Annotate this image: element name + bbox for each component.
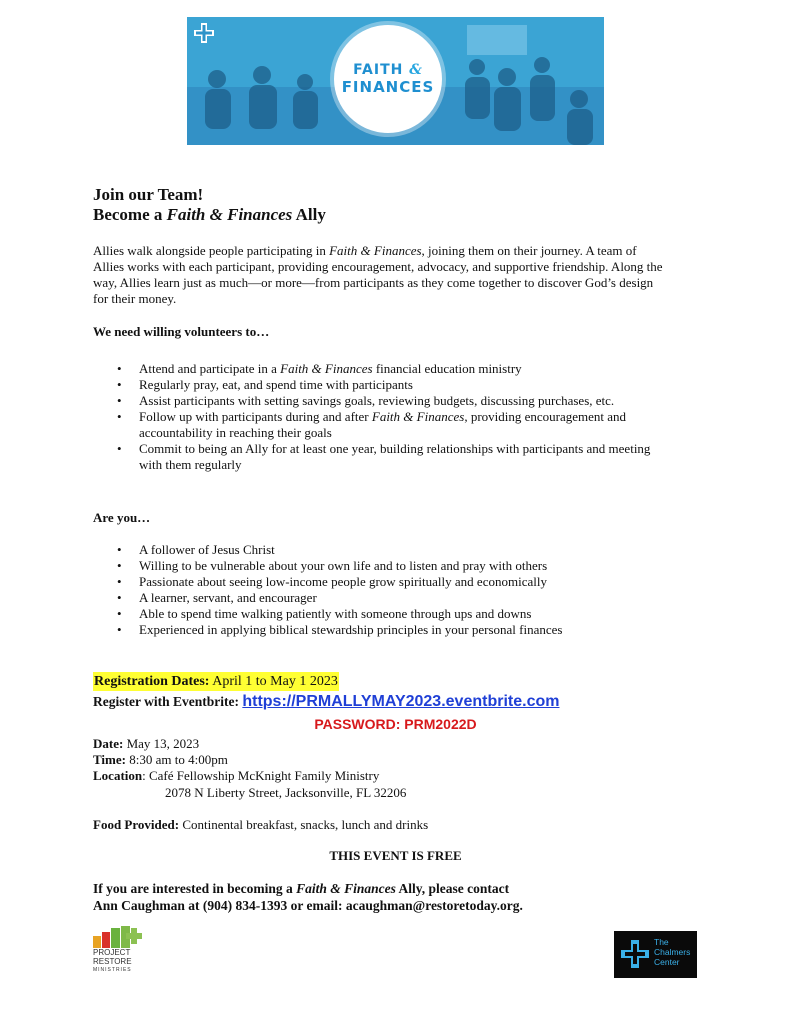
bullet-icon: • — [117, 606, 122, 621]
password-text: PASSWORD: PRM2022D — [314, 716, 477, 732]
list-item: • Commit to being an Ally for at least one year, building relationships with participants and meeting with them regularly — [117, 441, 651, 472]
list-item: • Assist participants with setting savings goals, reviewing budgets, discussing purchases, etc. — [117, 393, 615, 408]
contact-info: If you are interested in becoming a Faith & Finances Ally, please contact Ann Caughman at (904) 834-1393 or email: acaughman@restoretoday.org. — [93, 881, 523, 913]
eventbrite-link[interactable]: https://PRMALLYMAY2023.eventbrite.com — [242, 693, 560, 710]
list-item: • Able to spend time walking patiently with someone through ups and downs — [117, 606, 532, 621]
list-item: • A learner, servant, and encourager — [117, 590, 317, 605]
bullet-icon: • — [117, 361, 122, 376]
header-banner-image — [187, 17, 604, 145]
title-line-1: Join our Team! — [93, 185, 204, 204]
free-event-notice: THIS EVENT IS FREE — [329, 848, 462, 863]
volunteer-duties-list — [93, 361, 653, 473]
are-you-heading: Are you… — [93, 510, 151, 525]
bullet-icon: • — [117, 409, 122, 424]
bullet-icon: • — [117, 377, 122, 392]
faith-finances-cross-icon — [193, 22, 215, 44]
event-location: Location: Café Fellowship McKnight Family Ministry — [93, 768, 380, 783]
list-item: • Experienced in applying biblical stewardship principles in your personal finances — [117, 622, 563, 637]
volunteers-heading: We need willing volunteers to… — [93, 324, 270, 339]
chalmers-cross-icon — [620, 939, 650, 969]
bullet-icon: • — [117, 590, 122, 605]
are-you-list — [93, 542, 653, 638]
project-restore-wordmark: PROJECT RESTORE MINISTRIES — [93, 948, 132, 973]
list-item: • Attend and participate in a Faith & Finances financial education ministry — [117, 361, 522, 376]
bullet-icon: • — [117, 393, 122, 408]
title-line-2: Become a Faith & Finances Ally — [93, 205, 326, 224]
bullet-icon: • — [117, 622, 122, 637]
chalmers-center-logo: The Chalmers Center — [614, 931, 697, 978]
list-item: • Regularly pray, eat, and spend time with participants — [117, 377, 413, 392]
event-date: Date: May 13, 2023 — [93, 736, 200, 751]
list-item: • Willing to be vulnerable about your own life and to listen and pray with others — [117, 558, 548, 573]
bullet-icon: • — [117, 574, 122, 589]
intro-paragraph: Allies walk alongside people participating in Faith & Finances, joining them on their journey. A team of Allies works with each participant, providing encouragement, advocacy, and supportive friendship. Along the way, Allies learn just as much—or more—from participants as they come together to discover God’s design for their money. — [93, 243, 663, 306]
event-time: Time: 8:30 am to 4:00pm — [93, 752, 228, 767]
list-item: • Follow up with participants during and after Faith & Finances, providing encouragement and accountability in reaching their goals — [117, 409, 627, 440]
list-item: • A follower of Jesus Christ — [117, 542, 275, 557]
food-provided: Food Provided: Continental breakfast, snacks, lunch and drinks — [93, 817, 429, 832]
bullet-icon: • — [117, 441, 122, 456]
registration-dates: Registration Dates: April 1 to May 1 2023 — [94, 674, 338, 689]
register-line: Register with Eventbrite: https://PRMALLYMAY2023.eventbrite.com — [93, 693, 560, 710]
bullet-icon: • — [117, 542, 122, 557]
bullet-icon: • — [117, 558, 122, 573]
event-address: 2078 N Liberty Street, Jacksonville, FL 32206 — [165, 785, 407, 800]
faith-finances-logo: FAITH & FINANCES — [334, 25, 442, 133]
list-item: • Passionate about seeing low-income people grow spiritually and economically — [117, 574, 547, 589]
page-title — [93, 185, 326, 225]
